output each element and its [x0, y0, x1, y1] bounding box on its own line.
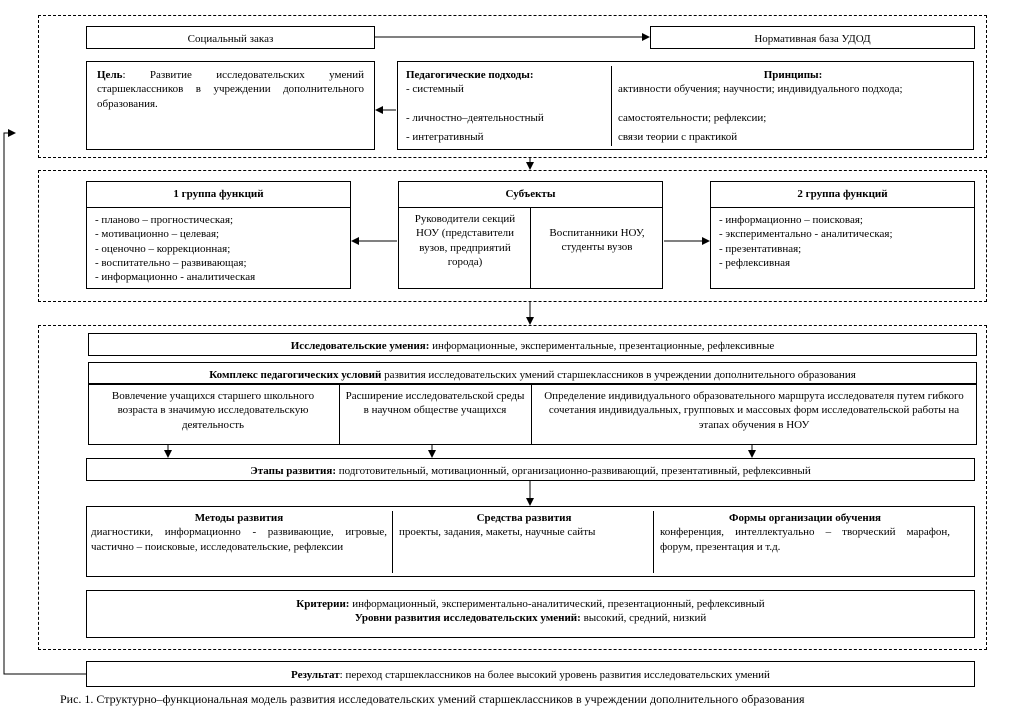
ped-approaches	[406, 68, 606, 144]
complex-conditions-box	[88, 362, 977, 384]
criteria-line	[87, 597, 974, 611]
means-cell	[399, 511, 649, 540]
ped-item: - личностно–деятельностный	[406, 111, 544, 124]
ped-approaches-title: Педагогические подходы:	[406, 69, 534, 81]
means-text: проекты, задания, макеты, научные сайты	[399, 526, 596, 539]
group1-item: - информационно - аналитическая	[95, 271, 256, 284]
group2-item: - экспериментально - аналитическая;	[719, 228, 893, 241]
methods-divider	[392, 511, 393, 573]
subjects-box	[398, 181, 663, 289]
approaches-principles-box	[397, 61, 974, 150]
forms-cell	[660, 511, 950, 554]
condition-1: Вовлечение учащихся старшего школьного возраста в значимую исследовательскую деятельность	[111, 390, 315, 431]
forms-text: конференция, интеллектуально – творческий марафон, форум, презентация и т.д.	[660, 526, 950, 553]
forms-title: Формы организации обучения	[729, 512, 881, 524]
group1-title: 1 группа функций	[87, 182, 350, 208]
stages-label: Этапы развития:	[250, 465, 336, 477]
result-text: : переход старшеклассников на более высокий уровень развития исследовательских умений	[339, 669, 770, 681]
group2-item: - информационно – поисковая;	[719, 214, 863, 226]
condition-2: Расширение исследовательской среды в научном обществе учащихся	[345, 390, 525, 417]
condition-divider	[339, 385, 340, 444]
criteria-text: информационный, экспериментально-аналитический, презентационный, рефлексивный	[349, 598, 765, 610]
means-title: Средства развития	[476, 512, 572, 524]
group1-item: - планово – прогностическая;	[95, 214, 234, 226]
goal-label: Цель	[97, 69, 123, 81]
group2-item: - презентативная;	[719, 242, 802, 255]
research-skills-text: информационные, экспериментальные, презентационные, рефлексивные	[429, 340, 775, 352]
levels-text: высокий, средний, низкий	[580, 612, 707, 625]
research-skills-label: Исследовательские умения:	[290, 340, 430, 352]
divider	[611, 66, 612, 146]
social-order-box	[86, 26, 375, 49]
goal-text: : Развитие исследовательских умений старшеклассников в учреждении дополнительного образования.	[97, 69, 364, 110]
result-label: Результат	[291, 669, 340, 681]
methods-means-forms-box	[86, 506, 975, 577]
levels-line	[87, 611, 974, 625]
stages-box	[86, 458, 975, 481]
group1-item: - оценочно – коррекционная;	[95, 242, 231, 255]
complex-label: Комплекс педагогических условий	[209, 369, 382, 381]
complex-text: развития исследовательских умений старшеклассников в учреждении дополнительного образования	[381, 369, 856, 381]
group2-title: 2 группа функций	[711, 182, 974, 208]
methods-cell	[91, 511, 387, 554]
subjects-right: Воспитанники НОУ, студенты вузов	[549, 227, 645, 254]
normative-base-text: Нормативная база УДОД	[754, 33, 871, 45]
methods-text: диагностики, информационно - развивающие, игровые, частично – поисковые, исследовательские, рефлексии	[91, 526, 387, 553]
principle-item: активности обучения; научности; индивидуального подхода;	[618, 83, 903, 96]
group1-item: - воспитательно – развивающая;	[95, 256, 247, 269]
condition-3: Определение индивидуального образовательного маршрута исследователя путем гибкого сочетания индивидуальных, групповых и массовых форм исследовательской работы на этапах обучения в НОУ	[544, 390, 964, 431]
subjects-title: Субъекты	[399, 182, 662, 208]
condition-divider	[531, 385, 532, 444]
methods-title: Методы развития	[194, 512, 284, 524]
subjects-divider	[530, 208, 531, 289]
group1-item: - мотивационно – целевая;	[95, 228, 220, 241]
principle-item: самостоятельности; рефлексии;	[618, 111, 767, 124]
research-skills-box	[88, 333, 977, 356]
group2-list	[711, 208, 974, 275]
stages-text: подготовительный, мотивационный, организационно-развивающий, презентативный, рефлексивный	[335, 465, 811, 477]
ped-item: - системный	[406, 83, 464, 96]
principles-title: Принципы:	[763, 69, 823, 81]
levels-label: Уровни развития исследовательских умений:	[354, 612, 581, 625]
ped-item: - интегративный	[406, 130, 484, 143]
group2-box	[710, 181, 975, 289]
criteria-box	[86, 590, 975, 638]
means-divider	[653, 511, 654, 573]
principle-item: связи теории с практикой	[618, 130, 738, 143]
group2-item: - рефлексивная	[719, 256, 791, 269]
group1-list	[87, 208, 350, 289]
figure-caption: Рис. 1. Структурно–функциональная модель развития исследовательских умений старшеклассников в учреждении дополнительного образования	[60, 692, 805, 706]
criteria-label: Критерии:	[296, 598, 350, 610]
group1-box	[86, 181, 351, 289]
result-box	[86, 661, 975, 687]
social-order-text: Социальный заказ	[187, 33, 274, 45]
goal-box	[86, 61, 375, 150]
normative-base-box	[650, 26, 975, 49]
conditions-row	[88, 384, 977, 445]
subjects-left: Руководители секций НОУ (представители вузов, предприятий города)	[414, 213, 516, 268]
principles	[618, 68, 968, 144]
